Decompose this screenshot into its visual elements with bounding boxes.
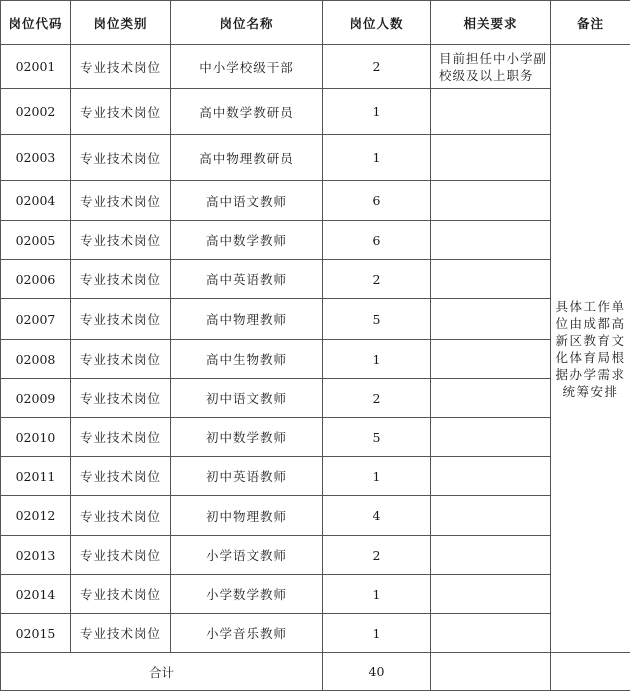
- cell-name: 高中数学教师: [171, 221, 323, 260]
- cell-requirement: [431, 496, 551, 536]
- table-row: [1, 221, 630, 260]
- cell-name: 初中语文教师: [171, 379, 323, 418]
- total-requirement-empty: [431, 653, 551, 691]
- cell-count: 6: [323, 181, 431, 221]
- cell-category: 专业技术岗位: [71, 418, 171, 457]
- cell-category: 专业技术岗位: [71, 379, 171, 418]
- cell-requirement: [431, 181, 551, 221]
- cell-code: 02005: [1, 221, 71, 260]
- cell-category: 专业技术岗位: [71, 340, 171, 379]
- cell-code: 02013: [1, 536, 71, 575]
- cell-requirement: [431, 457, 551, 496]
- cell-count: 1: [323, 614, 431, 653]
- cell-name: 初中数学教师: [171, 418, 323, 457]
- cell-name: 小学数学教师: [171, 575, 323, 614]
- header-requirement: 相关要求: [431, 1, 551, 45]
- cell-category: 专业技术岗位: [71, 299, 171, 340]
- header-name: 岗位名称: [171, 1, 323, 45]
- table-row: [1, 536, 630, 575]
- cell-name: 中小学校级干部: [171, 45, 323, 89]
- cell-count: 1: [323, 575, 431, 614]
- cell-count: 2: [323, 45, 431, 89]
- table-row: [1, 181, 630, 221]
- table-row: [1, 260, 630, 299]
- cell-requirement: [431, 340, 551, 379]
- cell-count: 2: [323, 260, 431, 299]
- cell-name: 小学语文教师: [171, 536, 323, 575]
- header-code: 岗位代码: [1, 1, 71, 45]
- cell-count: 2: [323, 536, 431, 575]
- cell-code: 02012: [1, 496, 71, 536]
- cell-category: 专业技术岗位: [71, 181, 171, 221]
- cell-code: 02011: [1, 457, 71, 496]
- table-row: [1, 45, 630, 89]
- table-row: [1, 135, 630, 181]
- cell-category: 专业技术岗位: [71, 45, 171, 89]
- table-row: [1, 614, 630, 653]
- table-row: [1, 340, 630, 379]
- table-row: [1, 418, 630, 457]
- cell-category: 专业技术岗位: [71, 536, 171, 575]
- cell-category: 专业技术岗位: [71, 260, 171, 299]
- total-count: 40: [323, 653, 431, 691]
- cell-category: 专业技术岗位: [71, 614, 171, 653]
- cell-requirement: [431, 418, 551, 457]
- cell-code: 02009: [1, 379, 71, 418]
- cell-category: 专业技术岗位: [71, 135, 171, 181]
- cell-name: 高中英语教师: [171, 260, 323, 299]
- cell-category: 专业技术岗位: [71, 496, 171, 536]
- cell-requirement: [431, 221, 551, 260]
- cell-requirement: [431, 536, 551, 575]
- cell-requirement: [431, 260, 551, 299]
- cell-category: 专业技术岗位: [71, 89, 171, 135]
- cell-name: 高中物理教师: [171, 299, 323, 340]
- cell-name: 高中数学教研员: [171, 89, 323, 135]
- header-category: 岗位类别: [71, 1, 171, 45]
- cell-code: 02008: [1, 340, 71, 379]
- cell-code: 02002: [1, 89, 71, 135]
- remark-cell: 具体工作单位由成都高新区教育文化体育局根据办学需求统筹安排: [551, 45, 630, 653]
- cell-code: 02010: [1, 418, 71, 457]
- table-row: [1, 496, 630, 536]
- cell-code: 02015: [1, 614, 71, 653]
- cell-requirement: [431, 575, 551, 614]
- cell-count: 6: [323, 221, 431, 260]
- table-row: [1, 575, 630, 614]
- cell-code: 02007: [1, 299, 71, 340]
- cell-name: 高中物理教研员: [171, 135, 323, 181]
- cell-count: 2: [323, 379, 431, 418]
- cell-count: 1: [323, 457, 431, 496]
- table-row: [1, 89, 630, 135]
- cell-code: 02001: [1, 45, 71, 89]
- table-row: [1, 299, 630, 340]
- cell-category: 专业技术岗位: [71, 457, 171, 496]
- table-body: [1, 45, 630, 691]
- cell-code: 02014: [1, 575, 71, 614]
- table-row: [1, 379, 630, 418]
- cell-requirement: [431, 299, 551, 340]
- cell-requirement: [431, 614, 551, 653]
- cell-code: 02003: [1, 135, 71, 181]
- total-remark-empty: [551, 653, 630, 691]
- cell-requirement: [431, 89, 551, 135]
- table-row: [1, 457, 630, 496]
- cell-code: 02004: [1, 181, 71, 221]
- cell-name: 小学音乐教师: [171, 614, 323, 653]
- cell-name: 初中物理教师: [171, 496, 323, 536]
- header-remark: 备注: [551, 1, 630, 45]
- header-count: 岗位人数: [323, 1, 431, 45]
- cell-name: 初中英语教师: [171, 457, 323, 496]
- header-row: [1, 1, 630, 45]
- cell-requirement: [431, 135, 551, 181]
- total-label: 合计: [1, 653, 323, 691]
- cell-count: 4: [323, 496, 431, 536]
- cell-count: 1: [323, 340, 431, 379]
- cell-count: 1: [323, 135, 431, 181]
- cell-category: 专业技术岗位: [71, 575, 171, 614]
- cell-requirement: 目前担任中小学副校级及以上职务: [431, 45, 551, 89]
- cell-count: 5: [323, 299, 431, 340]
- cell-name: 高中生物教师: [171, 340, 323, 379]
- cell-requirement: [431, 379, 551, 418]
- cell-count: 5: [323, 418, 431, 457]
- cell-count: 1: [323, 89, 431, 135]
- cell-name: 高中语文教师: [171, 181, 323, 221]
- cell-category: 专业技术岗位: [71, 221, 171, 260]
- total-row: [1, 653, 630, 691]
- cell-code: 02006: [1, 260, 71, 299]
